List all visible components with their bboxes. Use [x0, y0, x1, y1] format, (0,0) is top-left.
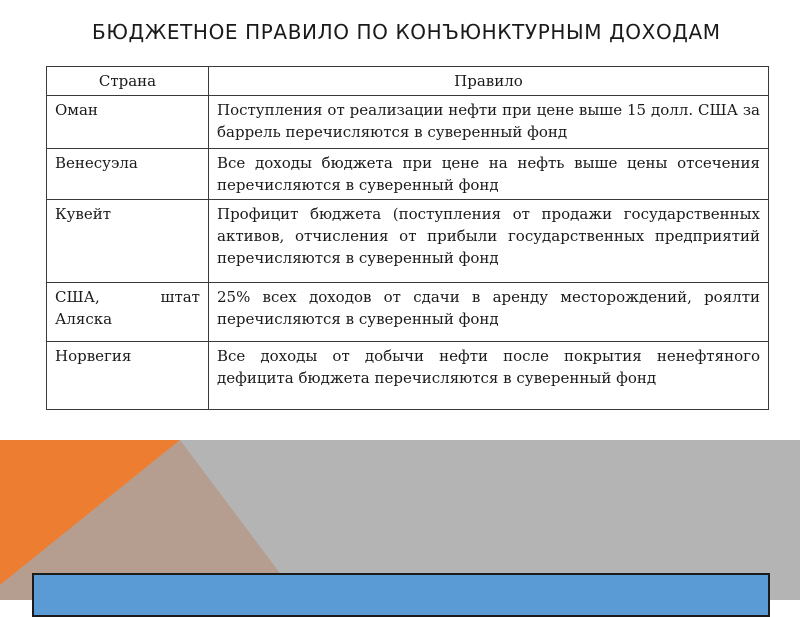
table-row — [47, 96, 769, 149]
country-cell — [47, 283, 209, 342]
country-part: США, — [55, 288, 100, 306]
table-row — [47, 342, 769, 410]
rule-cell: Все доходы от добычи нефти после покрытия ненефтяного дефицита бюджета перечисляются в суверенный фонд — [209, 342, 769, 410]
table-row — [47, 283, 769, 342]
country-line-1 — [55, 286, 200, 308]
table-row — [47, 200, 769, 283]
slide-title: БЮДЖЕТНОЕ ПРАВИЛО ПО КОНЪЮНКТУРНЫМ ДОХОДАМ — [92, 20, 721, 44]
country-line-2: Аляска — [55, 310, 113, 328]
rule-cell: 25% всех доходов от сдачи в аренду месторождений, роялти перечисляются в суверенный фонд — [209, 283, 769, 342]
country-cell: Норвегия — [47, 342, 209, 410]
country-cell: Оман — [47, 96, 209, 149]
bottom-blue-box — [32, 573, 770, 617]
header-rule: Правило — [209, 67, 769, 96]
country-cell: Кувейт — [47, 200, 209, 283]
country-part: штат — [160, 288, 200, 306]
header-country: Страна — [47, 67, 209, 96]
budget-rule-table — [46, 66, 769, 410]
table-row — [47, 149, 769, 200]
rule-cell: Профицит бюджета (поступления от продажи государственных активов, отчисления от прибыли государственных предприятий перечисляются в суверенный фонд — [209, 200, 769, 283]
table-header-row — [47, 67, 769, 96]
rule-cell: Все доходы бюджета при цене на нефть выше цены отсечения перечисляются в суверенный фонд — [209, 149, 769, 200]
country-cell: Венесуэла — [47, 149, 209, 200]
rule-cell: Поступления от реализации нефти при цене выше 15 долл. США за баррель перечисляются в суверенный фонд — [209, 96, 769, 149]
